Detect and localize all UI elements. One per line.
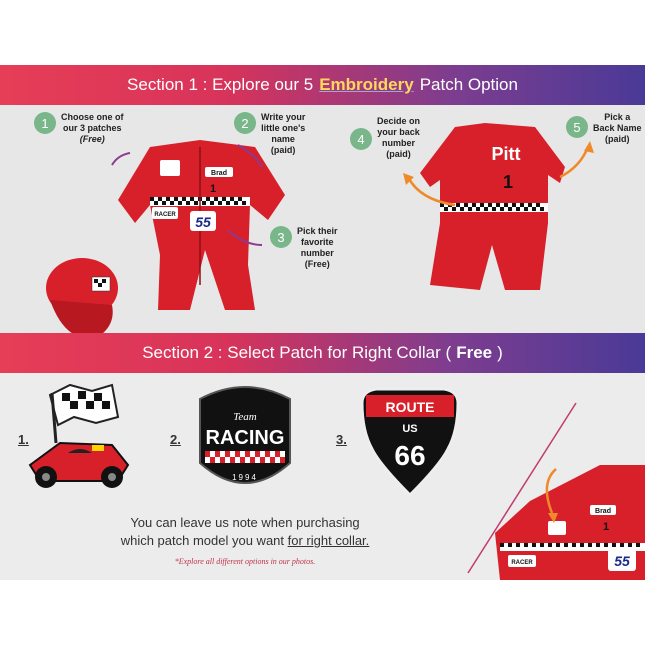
step-3	[270, 226, 338, 270]
step-5-line1: Pick a	[604, 112, 631, 122]
front-name-patch: Brad	[211, 170, 227, 177]
step-3-line4: (Free)	[304, 259, 330, 269]
step-1	[34, 112, 124, 145]
patch-1-label: 1.	[18, 432, 29, 447]
front-number: 1	[209, 183, 217, 195]
patch-3-num: 66	[394, 440, 426, 471]
section2-banner	[0, 333, 645, 373]
back-name: Pitt	[491, 144, 521, 164]
front-suit-image	[118, 140, 285, 310]
step-4-line2: your back	[377, 127, 420, 137]
patch-2-team-racing-image	[200, 387, 290, 483]
patch-2-word: RACING	[205, 427, 285, 449]
note-line2-link: for right collar.	[287, 533, 370, 548]
step-4-line4: (paid)	[386, 149, 411, 159]
step-2-line4: (paid)	[270, 145, 296, 155]
highlight-text: Embroidery	[319, 75, 414, 94]
step-2-line3: name	[271, 134, 295, 144]
arrow-1	[112, 153, 130, 165]
front-big-number: 55	[195, 214, 211, 230]
step-4-line3: number	[382, 138, 416, 148]
arrow-5	[560, 147, 588, 177]
note-line1: You can leave us note when purchasing	[130, 515, 360, 530]
step-5-number: 5	[566, 116, 588, 138]
back-suit-image	[420, 123, 565, 290]
note-line2-prefix: which patch model you want	[120, 533, 285, 548]
step-5	[566, 112, 642, 145]
mini-name-patch: Brad	[595, 508, 611, 515]
note-small: *Explore all different options in our photos.	[174, 557, 316, 566]
patch-2-team: Team	[233, 411, 257, 423]
cap-image	[46, 258, 118, 333]
step-3-line3: number	[300, 248, 334, 258]
step-1-line1: Choose one of	[61, 112, 124, 122]
mini-racer-patch: RACER	[511, 560, 533, 566]
patch-2-year: 1994	[232, 473, 258, 482]
note-line2	[90, 532, 400, 550]
step-2-number: 2	[234, 112, 256, 134]
step-1-text	[61, 112, 124, 145]
step-4-number: 4	[350, 128, 372, 150]
step-3-line2: favorite	[301, 237, 334, 247]
patch-2-label: 2.	[170, 432, 181, 447]
section1-title-highlight	[319, 75, 413, 95]
step-5-line2: Back Name	[593, 123, 642, 133]
front-racer-patch: RACER	[154, 212, 176, 218]
patch-1-race-car-image	[30, 385, 128, 488]
collar-note	[90, 514, 400, 550]
mini-number: 1	[602, 521, 610, 533]
patch-3-route66-image	[362, 389, 458, 495]
step-2	[234, 112, 305, 156]
step-2-line1: Write your	[261, 112, 306, 122]
step-2-text	[261, 112, 305, 156]
section2-title-bold: Free	[456, 343, 493, 362]
step-3-text	[297, 226, 338, 270]
step-4-line1: Decide on	[377, 116, 421, 126]
section2-title-prefix: Section 2 : Select Patch for Right Collar (	[142, 343, 452, 362]
back-number: 1	[502, 172, 514, 192]
section1-title-prefix: Section 1 : Explore our 5	[127, 75, 314, 94]
step-3-line1: Pick their	[297, 226, 338, 236]
section2-title-suffix: )	[497, 343, 503, 362]
mini-big-number: 55	[614, 553, 630, 569]
patch-3-top: ROUTE	[385, 399, 435, 415]
step-4-text	[377, 116, 420, 160]
section1-banner	[0, 65, 645, 105]
section1-title-suffix: Patch Option	[419, 75, 518, 94]
step-3-number: 3	[270, 226, 292, 248]
patch-3-mid: US	[402, 423, 418, 435]
step-1-line3: (Free)	[79, 134, 105, 144]
step-5-text	[593, 112, 642, 145]
step-1-line2: our 3 patches	[62, 123, 122, 133]
step-5-line3: (paid)	[605, 134, 630, 144]
patch-3-label: 3.	[336, 432, 347, 447]
step-2-line2: little one's	[261, 123, 306, 133]
step-1-number: 1	[34, 112, 56, 134]
step-4	[350, 116, 420, 160]
mini-suit-image	[495, 465, 645, 580]
